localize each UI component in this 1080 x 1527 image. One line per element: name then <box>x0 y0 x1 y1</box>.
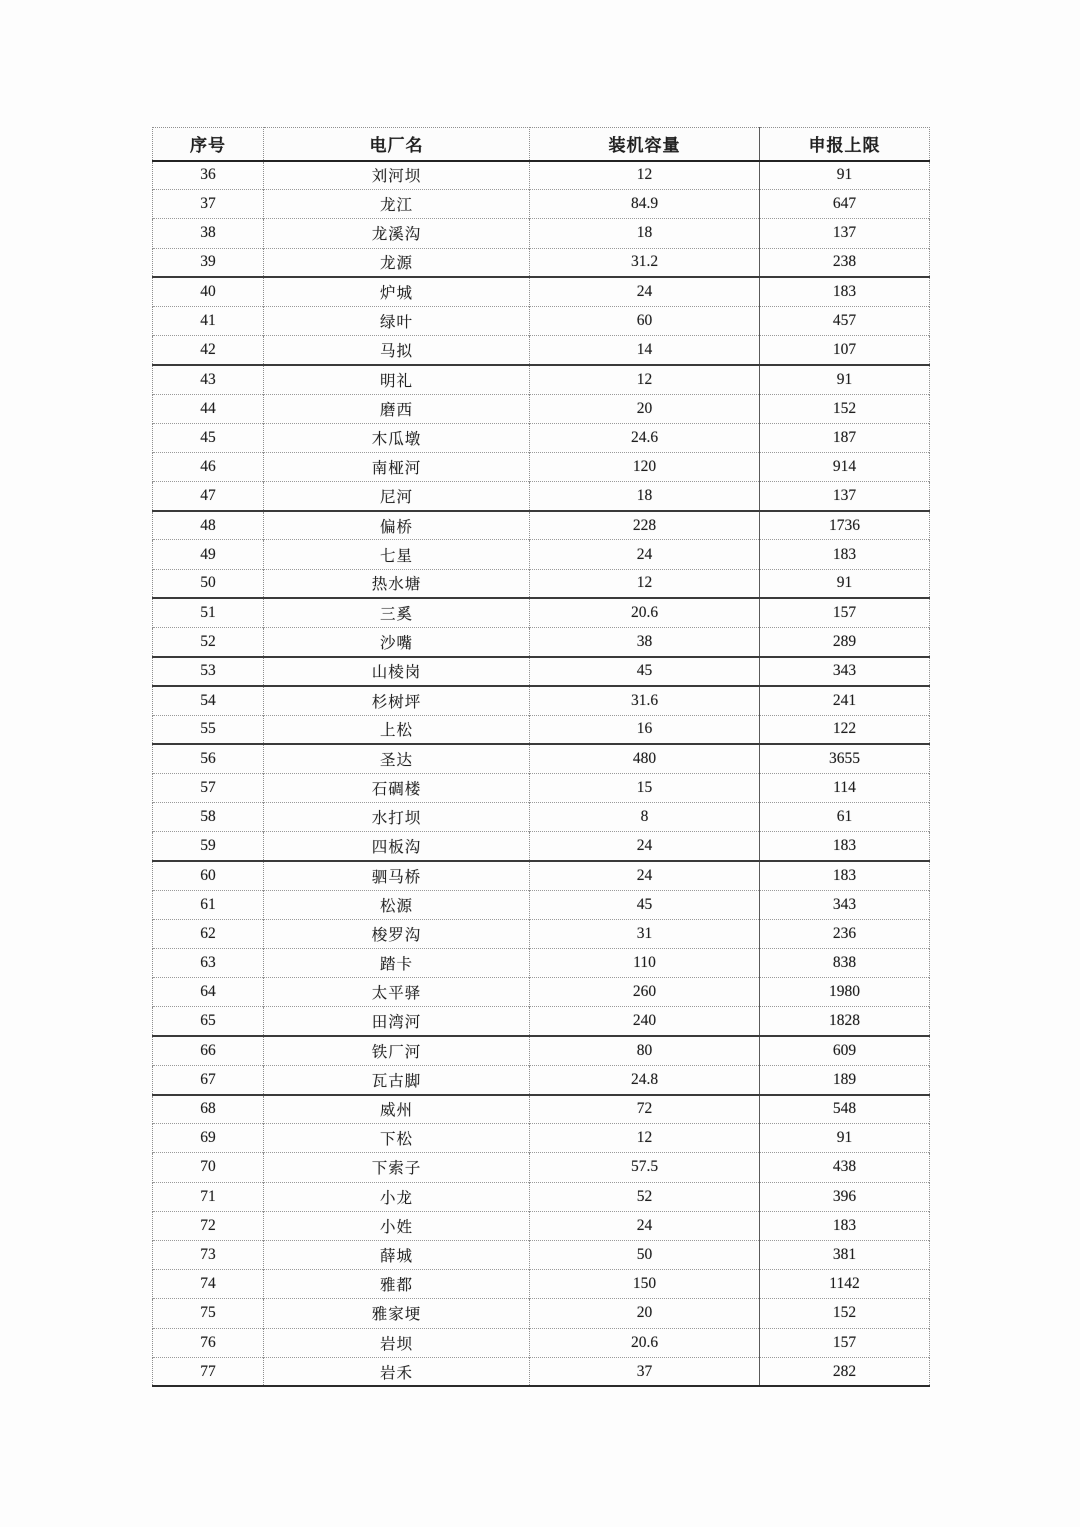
row-index-cell: 65 <box>153 1007 264 1036</box>
table-row <box>153 1357 930 1386</box>
limit-cell: 343 <box>760 657 930 686</box>
limit-cell: 114 <box>760 773 930 802</box>
row-index-cell: 41 <box>153 306 264 335</box>
plant-name-cell: 木瓜墩 <box>264 423 530 452</box>
limit-cell: 137 <box>760 482 930 511</box>
row-index-cell: 75 <box>153 1299 264 1328</box>
row-index-cell: 39 <box>153 248 264 277</box>
plant-name-cell: 下松 <box>264 1124 530 1153</box>
plant-name-cell: 铁厂河 <box>264 1036 530 1065</box>
limit-cell: 152 <box>760 1299 930 1328</box>
plant-name-cell: 热水塘 <box>264 569 530 598</box>
table-row <box>153 890 930 919</box>
capacity-cell: 72 <box>530 1095 760 1124</box>
capacity-cell: 15 <box>530 773 760 802</box>
row-index-cell: 45 <box>153 423 264 452</box>
plant-name-cell: 沙嘴 <box>264 628 530 657</box>
table-row <box>153 482 930 511</box>
capacity-cell: 31.6 <box>530 686 760 715</box>
table-row <box>153 598 930 627</box>
capacity-cell: 24.8 <box>530 1065 760 1094</box>
plant-name-cell: 雅都 <box>264 1270 530 1299</box>
capacity-cell: 60 <box>530 306 760 335</box>
table-header <box>153 128 930 161</box>
plant-name-cell: 下索子 <box>264 1153 530 1182</box>
table-row <box>153 1065 930 1094</box>
limit-cell: 61 <box>760 803 930 832</box>
table-row <box>153 219 930 248</box>
capacity-cell: 24 <box>530 832 760 861</box>
limit-cell: 241 <box>760 686 930 715</box>
table-row <box>153 861 930 890</box>
limit-cell: 282 <box>760 1357 930 1386</box>
limit-cell: 183 <box>760 832 930 861</box>
row-index-cell: 49 <box>153 540 264 569</box>
capacity-cell: 80 <box>530 1036 760 1065</box>
capacity-cell: 18 <box>530 219 760 248</box>
plant-name-cell: 踏卡 <box>264 949 530 978</box>
table-row <box>153 1328 930 1357</box>
limit-cell: 381 <box>760 1240 930 1269</box>
limit-cell: 183 <box>760 540 930 569</box>
table-row <box>153 452 930 481</box>
limit-cell: 838 <box>760 949 930 978</box>
capacity-cell: 14 <box>530 336 760 365</box>
limit-cell: 187 <box>760 423 930 452</box>
row-index-cell: 51 <box>153 598 264 627</box>
plant-name-cell: 太平驿 <box>264 978 530 1007</box>
row-index-cell: 69 <box>153 1124 264 1153</box>
table-row <box>153 248 930 277</box>
row-index-cell: 42 <box>153 336 264 365</box>
limit-cell: 647 <box>760 190 930 219</box>
limit-cell: 122 <box>760 715 930 744</box>
table-body <box>153 161 930 1387</box>
row-index-cell: 71 <box>153 1182 264 1211</box>
capacity-cell: 480 <box>530 744 760 773</box>
capacity-cell: 240 <box>530 1007 760 1036</box>
plant-name-cell: 岩禾 <box>264 1357 530 1386</box>
table-row <box>153 978 930 1007</box>
row-index-cell: 77 <box>153 1357 264 1386</box>
plant-name-cell: 偏桥 <box>264 511 530 540</box>
table-row <box>153 365 930 394</box>
row-index-cell: 46 <box>153 452 264 481</box>
row-index-cell: 44 <box>153 394 264 423</box>
plant-name-cell: 马拟 <box>264 336 530 365</box>
plant-name-cell: 磨西 <box>264 394 530 423</box>
capacity-cell: 20 <box>530 1299 760 1328</box>
capacity-cell: 12 <box>530 569 760 598</box>
plant-name-cell: 水打坝 <box>264 803 530 832</box>
limit-cell: 183 <box>760 277 930 306</box>
row-index-cell: 52 <box>153 628 264 657</box>
row-index-cell: 74 <box>153 1270 264 1299</box>
row-index-cell: 62 <box>153 919 264 948</box>
row-index-cell: 54 <box>153 686 264 715</box>
capacity-cell: 150 <box>530 1270 760 1299</box>
capacity-cell: 18 <box>530 482 760 511</box>
row-index-cell: 76 <box>153 1328 264 1357</box>
row-index-cell: 67 <box>153 1065 264 1094</box>
capacity-cell: 84.9 <box>530 190 760 219</box>
plant-name-cell: 四板沟 <box>264 832 530 861</box>
limit-cell: 183 <box>760 861 930 890</box>
limit-cell: 137 <box>760 219 930 248</box>
table-row <box>153 511 930 540</box>
row-index-cell: 63 <box>153 949 264 978</box>
plant-name-cell: 岩坝 <box>264 1328 530 1357</box>
table-row <box>153 773 930 802</box>
plant-name-cell: 炉城 <box>264 277 530 306</box>
limit-cell: 91 <box>760 1124 930 1153</box>
limit-cell: 396 <box>760 1182 930 1211</box>
limit-cell: 1736 <box>760 511 930 540</box>
row-index-cell: 73 <box>153 1240 264 1269</box>
capacity-cell: 12 <box>530 1124 760 1153</box>
plant-name-cell: 绿叶 <box>264 306 530 335</box>
row-index-cell: 36 <box>153 161 264 190</box>
table-row <box>153 628 930 657</box>
table-row <box>153 569 930 598</box>
header-capacity: 装机容量 <box>530 128 760 161</box>
row-index-cell: 43 <box>153 365 264 394</box>
limit-cell: 914 <box>760 452 930 481</box>
row-index-cell: 61 <box>153 890 264 919</box>
plant-name-cell: 瓦古脚 <box>264 1065 530 1094</box>
limit-cell: 1828 <box>760 1007 930 1036</box>
row-index-cell: 48 <box>153 511 264 540</box>
plant-name-cell: 山棱岗 <box>264 657 530 686</box>
limit-cell: 289 <box>760 628 930 657</box>
limit-cell: 3655 <box>760 744 930 773</box>
capacity-cell: 24.6 <box>530 423 760 452</box>
table-row <box>153 803 930 832</box>
header-name: 电厂名 <box>264 128 530 161</box>
plant-name-cell: 小姓 <box>264 1211 530 1240</box>
limit-cell: 152 <box>760 394 930 423</box>
plant-name-cell: 薛城 <box>264 1240 530 1269</box>
limit-cell: 457 <box>760 306 930 335</box>
plant-name-cell: 威州 <box>264 1095 530 1124</box>
limit-cell: 157 <box>760 598 930 627</box>
plant-name-cell: 上松 <box>264 715 530 744</box>
header-limit: 申报上限 <box>760 128 930 161</box>
plant-name-cell: 雅家埂 <box>264 1299 530 1328</box>
plant-name-cell: 松源 <box>264 890 530 919</box>
row-index-cell: 60 <box>153 861 264 890</box>
plant-name-cell: 龙源 <box>264 248 530 277</box>
plant-name-cell: 小龙 <box>264 1182 530 1211</box>
table-row <box>153 744 930 773</box>
row-index-cell: 57 <box>153 773 264 802</box>
capacity-cell: 24 <box>530 277 760 306</box>
limit-cell: 1142 <box>760 1270 930 1299</box>
plant-name-cell: 尼河 <box>264 482 530 511</box>
row-index-cell: 50 <box>153 569 264 598</box>
table-row <box>153 190 930 219</box>
table-row <box>153 540 930 569</box>
capacity-cell: 38 <box>530 628 760 657</box>
plant-name-cell: 刘河坝 <box>264 161 530 190</box>
limit-cell: 438 <box>760 1153 930 1182</box>
row-index-cell: 59 <box>153 832 264 861</box>
row-index-cell: 64 <box>153 978 264 1007</box>
row-index-cell: 66 <box>153 1036 264 1065</box>
plant-name-cell: 圣达 <box>264 744 530 773</box>
capacity-cell: 50 <box>530 1240 760 1269</box>
plant-name-cell: 梭罗沟 <box>264 919 530 948</box>
table-row <box>153 1095 930 1124</box>
limit-cell: 1980 <box>760 978 930 1007</box>
table-row <box>153 161 930 190</box>
capacity-cell: 45 <box>530 657 760 686</box>
plant-name-cell: 三奚 <box>264 598 530 627</box>
capacity-cell: 20 <box>530 394 760 423</box>
header-row <box>153 128 930 161</box>
limit-cell: 157 <box>760 1328 930 1357</box>
table-row <box>153 949 930 978</box>
table-row <box>153 336 930 365</box>
plant-name-cell: 南桠河 <box>264 452 530 481</box>
capacity-cell: 12 <box>530 161 760 190</box>
limit-cell: 91 <box>760 569 930 598</box>
row-index-cell: 56 <box>153 744 264 773</box>
capacity-cell: 24 <box>530 861 760 890</box>
table-row <box>153 686 930 715</box>
table-row <box>153 1124 930 1153</box>
table-row <box>153 1299 930 1328</box>
table-row <box>153 1153 930 1182</box>
table-row <box>153 306 930 335</box>
row-index-cell: 72 <box>153 1211 264 1240</box>
table-row <box>153 1007 930 1036</box>
limit-cell: 343 <box>760 890 930 919</box>
table-row <box>153 919 930 948</box>
table-row <box>153 715 930 744</box>
table-row <box>153 1182 930 1211</box>
capacity-cell: 120 <box>530 452 760 481</box>
plant-name-cell: 驷马桥 <box>264 861 530 890</box>
capacity-cell: 20.6 <box>530 598 760 627</box>
limit-cell: 548 <box>760 1095 930 1124</box>
row-index-cell: 58 <box>153 803 264 832</box>
plant-name-cell: 田湾河 <box>264 1007 530 1036</box>
capacity-cell: 20.6 <box>530 1328 760 1357</box>
table-row <box>153 657 930 686</box>
capacity-cell: 24 <box>530 540 760 569</box>
capacity-cell: 52 <box>530 1182 760 1211</box>
capacity-cell: 110 <box>530 949 760 978</box>
limit-cell: 91 <box>760 365 930 394</box>
plant-name-cell: 龙溪沟 <box>264 219 530 248</box>
table-row <box>153 394 930 423</box>
limit-cell: 91 <box>760 161 930 190</box>
capacity-cell: 37 <box>530 1357 760 1386</box>
table-row <box>153 1270 930 1299</box>
row-index-cell: 70 <box>153 1153 264 1182</box>
capacity-cell: 45 <box>530 890 760 919</box>
plant-name-cell: 明礼 <box>264 365 530 394</box>
capacity-cell: 16 <box>530 715 760 744</box>
table-row <box>153 423 930 452</box>
limit-cell: 183 <box>760 1211 930 1240</box>
plant-name-cell: 石碉楼 <box>264 773 530 802</box>
limit-cell: 609 <box>760 1036 930 1065</box>
table-row <box>153 1036 930 1065</box>
row-index-cell: 37 <box>153 190 264 219</box>
table-row <box>153 1240 930 1269</box>
table-row <box>153 832 930 861</box>
capacity-cell: 12 <box>530 365 760 394</box>
row-index-cell: 68 <box>153 1095 264 1124</box>
table-row <box>153 1211 930 1240</box>
limit-cell: 236 <box>760 919 930 948</box>
row-index-cell: 40 <box>153 277 264 306</box>
capacity-cell: 8 <box>530 803 760 832</box>
capacity-cell: 31 <box>530 919 760 948</box>
header-seq: 序号 <box>153 128 264 161</box>
plant-name-cell: 杉树坪 <box>264 686 530 715</box>
capacity-cell: 228 <box>530 511 760 540</box>
row-index-cell: 53 <box>153 657 264 686</box>
plant-name-cell: 龙江 <box>264 190 530 219</box>
limit-cell: 189 <box>760 1065 930 1094</box>
plant-name-cell: 七星 <box>264 540 530 569</box>
capacity-cell: 260 <box>530 978 760 1007</box>
capacity-cell: 57.5 <box>530 1153 760 1182</box>
capacity-cell: 24 <box>530 1211 760 1240</box>
power-plant-table <box>152 127 930 1387</box>
limit-cell: 107 <box>760 336 930 365</box>
row-index-cell: 38 <box>153 219 264 248</box>
row-index-cell: 47 <box>153 482 264 511</box>
row-index-cell: 55 <box>153 715 264 744</box>
limit-cell: 238 <box>760 248 930 277</box>
table-row <box>153 277 930 306</box>
capacity-cell: 31.2 <box>530 248 760 277</box>
